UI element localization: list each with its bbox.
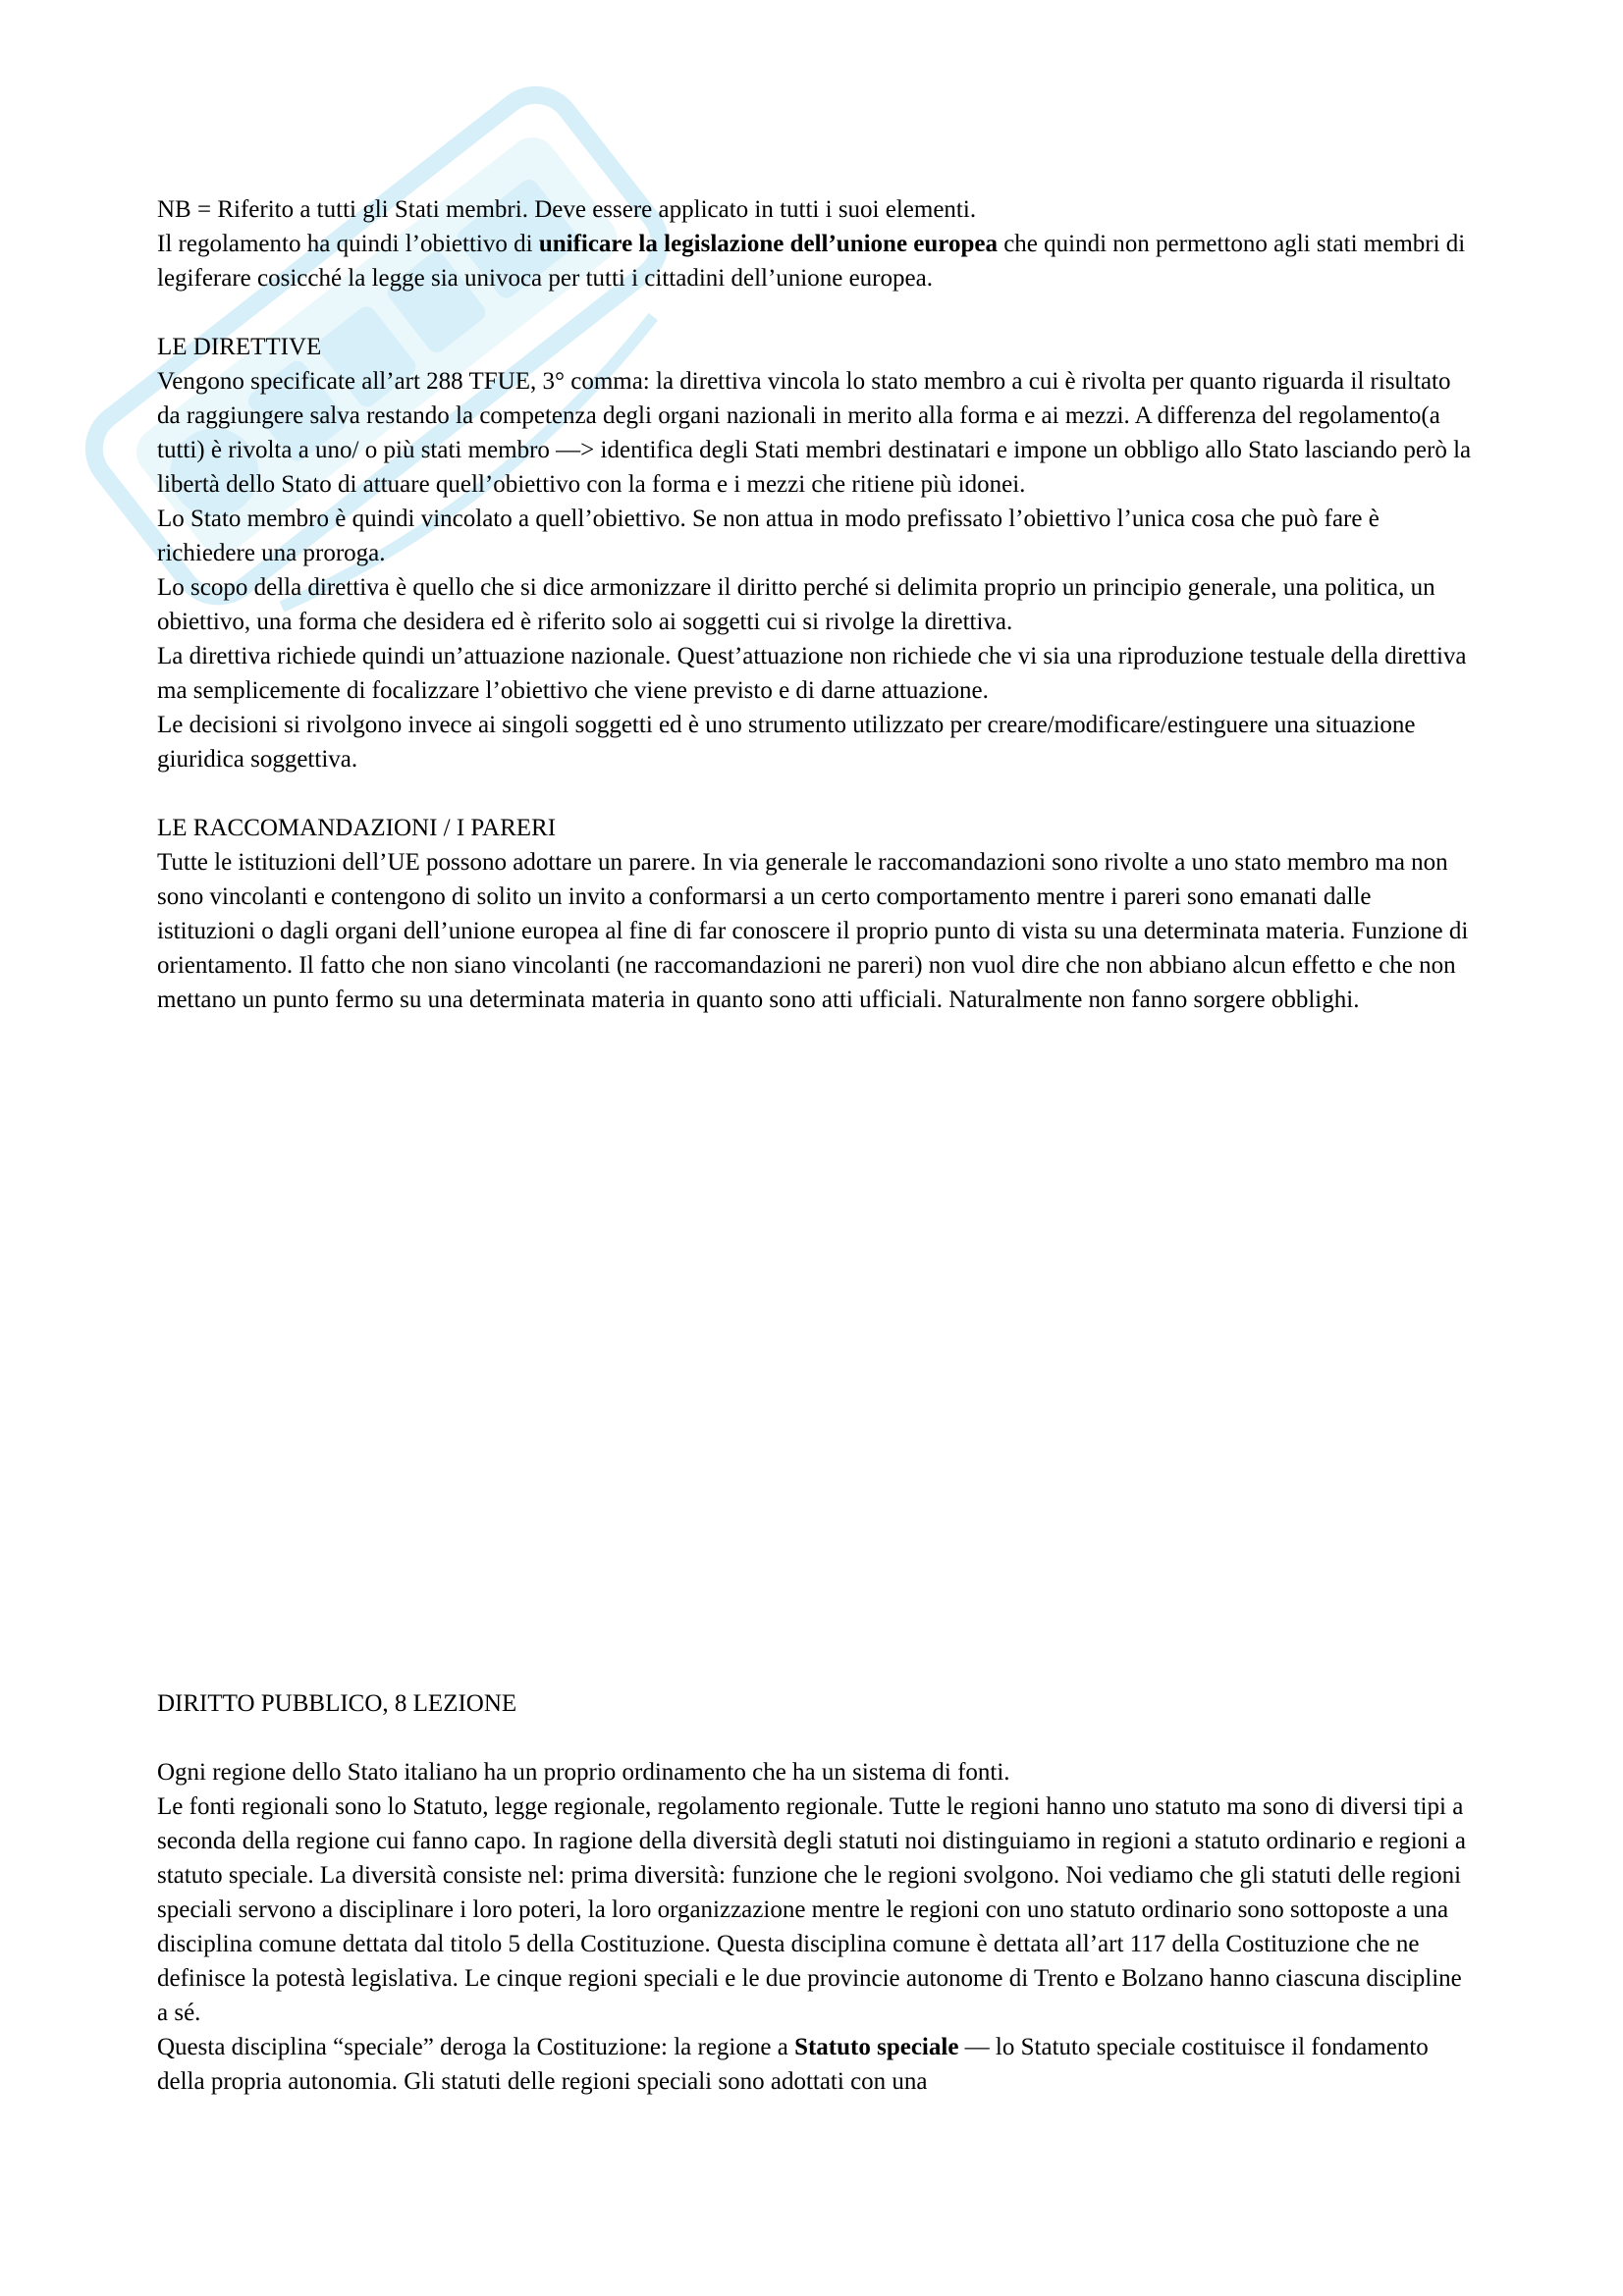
regolamento-bold-phrase: unificare la legislazione dell’unione europea <box>538 231 998 257</box>
statuto-speciale-bold: Statuto speciale <box>794 2034 959 2060</box>
direttive-paragraph-4: La direttiva richiede quindi un’attuazione nazionale. Quest’attuazione non richiede che vi sia una riproduzione testuale della direttiva ma semplicemente di focalizzare l’obiettivo che viene previsto e di darne attuazione. <box>157 643 1467 704</box>
intro-block <box>157 192 1473 1017</box>
direttive-paragraph-1: Vengono specificate all’art 288 TFUE, 3° comma: la direttiva vincola lo stato membro a cui è rivolta per quanto riguarda il risultato da raggiungere salva restando la competenza degli organi nazionali in merito alla forma e ai mezzi. A differenza del regolamento(a tutti) è rivolta a uno/ o più stati membro —> identifica degli Stati membri destinatari e impone un obbligo allo Stato lasciando però la libertà dello Stato di attuare quell’obiettivo con la forma e i mezzi che ritiene più idonei. <box>157 368 1472 498</box>
lezione-paragraph-1: Ogni regione dello Stato italiano ha un proprio ordinamento che ha un sistema di fonti. <box>157 1759 1010 1786</box>
lezione-p3-text-end: — lo Statuto speciale costituisce il fondamento della propria autonomia. Gli statuti delle regioni speciali sono adottati con una <box>157 2034 1429 2095</box>
section-title-lezione: DIRITTO PUBBLICO, 8 LEZIONE <box>157 1690 517 1717</box>
section-title-direttive: LE DIRETTIVE <box>157 334 322 360</box>
nb-line: NB = Riferito a tutti gli Stati membri. Deve essere applicato in tutti i suoi elementi. <box>157 196 977 223</box>
lezione-p3-text-start: Questa disciplina “speciale” deroga la Costituzione: la regione a <box>157 2034 795 2060</box>
lezione-paragraph-3 <box>157 2030 1473 2099</box>
lezione-block <box>157 1686 1473 2099</box>
regolamento-text-end: che quindi non permettono agli stati membri di legiferare cosicché la legge sia univoca per tutti i cittadini dell’unione europea. <box>157 231 1466 292</box>
raccomandazioni-paragraph: Tutte le istituzioni dell’UE possono adottare un parere. In via generale le raccomandazioni sono rivolte a uno stato membro ma non sono vincolanti e contengono di solito un invito a conformarsi a un certo comportamento mentre i pareri sono emanati dalle istituzioni o dagli organi dell’unione europea al fine di far conoscere il proprio punto di vista su una determinata materia. Funzione di orientamento. Il fatto che non siano vincolanti (ne raccomandazioni ne pareri) non vuol dire che non abbiano alcun effetto e che non mettano un punto fermo su una determinata materia in quanto sono atti ufficiali. Naturalmente non fanno sorgere obblighi. <box>157 849 1469 1013</box>
section-title-raccomandazioni: LE RACCOMANDAZIONI / I PARERI <box>157 815 557 841</box>
direttive-paragraph-5: Le decisioni si rivolgono invece ai singoli soggetti ed è uno strumento utilizzato per creare/modificare/estinguere una situazione giuridica soggettiva. <box>157 712 1416 773</box>
lezione-paragraph-2: Le fonti regionali sono lo Statuto, legge regionale, regolamento regionale. Tutte le regioni hanno uno statuto ma sono di diversi tipi a seconda della regione cui fanno capo. In ragione della diversità degli statuti noi distinguiamo in regioni a statuto ordinario e regioni a statuto speciale. La diversità consiste nel: prima diversità: funzione che le regioni svolgono. Noi vediamo che gli statuti delle regioni speciali servono a disciplinare i loro poteri, la loro organizzazione mentre le regioni con uno statuto ordinario sono sottoposte a una disciplina comune dettata dal titolo 5 della Costituzione. Questa disciplina comune è dettata all’art 117 della Costituzione che ne definisce la potestà legislativa. Le cinque regioni speciali e le due provincie autonome di Trento e Bolzano hanno ciascuna discipline a sé. <box>157 1793 1466 2026</box>
direttive-paragraph-3: Lo scopo della direttiva è quello che si dice armonizzare il diritto perché si delimita proprio un principio generale, una politica, un obiettivo, una forma che desidera ed è riferito solo ai soggetti cui si rivolge la direttiva. <box>157 574 1435 635</box>
regolamento-paragraph <box>157 227 1473 295</box>
regolamento-text-start: Il regolamento ha quindi l’obiettivo di <box>157 231 539 257</box>
direttive-paragraph-2: Lo Stato membro è quindi vincolato a quell’obiettivo. Se non attua in modo prefissato l’obiettivo l’unica cosa che può fare è richiedere una proroga. <box>157 506 1380 566</box>
